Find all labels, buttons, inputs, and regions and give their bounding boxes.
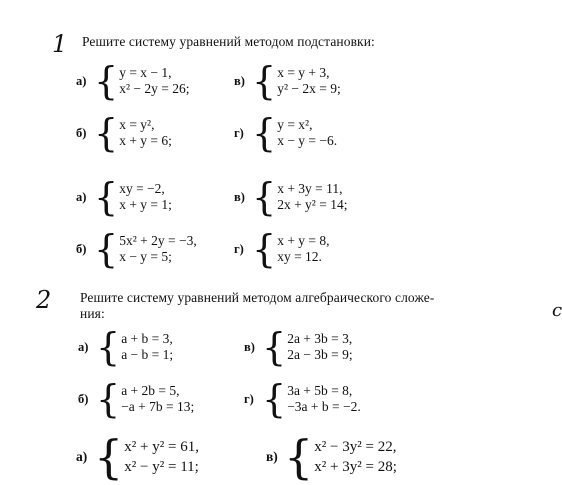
task1-problem-g2 bbox=[234, 227, 330, 271]
equation-2: y² − 2x = 9; bbox=[277, 81, 341, 96]
task1-problem-v2 bbox=[234, 175, 348, 219]
system-brace: { bbox=[252, 59, 277, 103]
equation-system bbox=[314, 437, 397, 477]
equation-system bbox=[124, 437, 199, 477]
task2-number: 2 bbox=[36, 286, 52, 314]
equation-1: xy = −2, bbox=[119, 181, 165, 196]
problem-label: в) bbox=[266, 449, 278, 464]
problem-label: г) bbox=[234, 125, 244, 140]
system-brace: { bbox=[96, 325, 121, 369]
equation-1: 2a + 3b = 3, bbox=[287, 331, 353, 346]
equation-system bbox=[287, 331, 352, 363]
task1-problem-a1 bbox=[76, 59, 190, 103]
task2-problem-g1 bbox=[244, 377, 361, 421]
task1-problem-b2 bbox=[76, 227, 197, 271]
equation-1: y = x − 1, bbox=[119, 65, 172, 80]
equation-1: 5x² + 2y = −3, bbox=[119, 233, 197, 248]
task2-problem-b1 bbox=[78, 377, 195, 421]
task1-heading: Решите систему уравнений методом подстановки: bbox=[82, 34, 375, 49]
equation-system bbox=[277, 65, 341, 97]
problem-label: в) bbox=[234, 73, 245, 88]
task1-problem-g1 bbox=[234, 111, 338, 155]
equation-2: x − y = 5; bbox=[119, 249, 172, 264]
system-brace: { bbox=[262, 377, 287, 421]
equation-system bbox=[287, 383, 361, 415]
problem-label: б) bbox=[76, 125, 87, 140]
equation-1: a + b = 3, bbox=[121, 331, 173, 346]
system-brace: { bbox=[252, 227, 277, 271]
problem-label: а) bbox=[78, 339, 89, 354]
system-brace: { bbox=[94, 430, 124, 484]
equation-system bbox=[121, 383, 194, 415]
equation-system bbox=[119, 117, 172, 149]
equation-1: 3a + 5b = 8, bbox=[287, 383, 353, 398]
system-brace: { bbox=[284, 430, 314, 484]
equation-2: −a + 7b = 13; bbox=[121, 399, 195, 414]
task2-heading-line1: Решите систему уравнений методом алгебраического сложе- bbox=[80, 290, 435, 305]
equation-system bbox=[277, 233, 329, 265]
equation-1: x² − 3y² = 22, bbox=[314, 439, 397, 455]
problem-label: в) bbox=[234, 189, 245, 204]
task2-problem-a1 bbox=[78, 325, 174, 369]
problem-label: г) bbox=[234, 241, 244, 256]
equation-1: y = x², bbox=[277, 117, 313, 132]
task2-problem-a2 bbox=[76, 430, 199, 484]
equation-1: x = y², bbox=[119, 117, 155, 132]
system-brace: { bbox=[252, 111, 277, 155]
equation-system bbox=[119, 181, 172, 213]
task1-number: 1 bbox=[52, 30, 68, 58]
equation-system bbox=[119, 233, 197, 265]
problem-label: а) bbox=[76, 449, 88, 464]
equation-system bbox=[277, 181, 347, 213]
equation-system bbox=[119, 65, 189, 97]
system-brace: { bbox=[262, 325, 287, 369]
equation-2: 2x + y² = 14; bbox=[277, 197, 348, 212]
problem-label: а) bbox=[76, 73, 87, 88]
equation-2: x² − 2y = 26; bbox=[119, 81, 190, 96]
task2-problem-v2 bbox=[266, 430, 397, 484]
task1-problem-b1 bbox=[76, 111, 172, 155]
problem-label: в) bbox=[244, 339, 255, 354]
equation-2: x − y = −6. bbox=[277, 133, 338, 148]
system-brace: { bbox=[94, 59, 119, 103]
equation-1: x + 3y = 11, bbox=[277, 181, 343, 196]
equation-system bbox=[121, 331, 173, 363]
equation-2: −3a + b = −2. bbox=[287, 399, 361, 414]
equation-2: 2a − 3b = 9; bbox=[287, 347, 353, 362]
task1-problem-a2 bbox=[76, 175, 172, 219]
equation-system bbox=[277, 117, 337, 149]
equation-2: x² − y² = 11; bbox=[124, 459, 199, 475]
equation-1: x = y + 3, bbox=[277, 65, 330, 80]
system-brace: { bbox=[94, 227, 119, 271]
equation-2: xy = 12. bbox=[277, 249, 322, 264]
task1-problem-v1 bbox=[234, 59, 341, 103]
task2-heading-line2: ния: bbox=[80, 306, 105, 321]
problem-label: г) bbox=[244, 391, 254, 406]
problem-label: б) bbox=[78, 391, 89, 406]
equation-2: x + y = 6; bbox=[119, 133, 172, 148]
system-brace: { bbox=[94, 175, 119, 219]
equation-1: x + y = 8, bbox=[277, 233, 330, 248]
equation-2: a − b = 1; bbox=[121, 347, 174, 362]
equation-1: a + 2b = 5, bbox=[121, 383, 180, 398]
equation-2: x + y = 1; bbox=[119, 197, 172, 212]
task2-problem-v1 bbox=[244, 325, 353, 369]
system-brace: { bbox=[96, 377, 121, 421]
equation-1: x² + y² = 61, bbox=[124, 439, 199, 455]
problem-label: б) bbox=[76, 241, 87, 256]
problem-label: а) bbox=[76, 189, 87, 204]
system-brace: { bbox=[252, 175, 277, 219]
equation-2: x² + 3y² = 28; bbox=[314, 459, 397, 475]
system-brace: { bbox=[94, 111, 119, 155]
edge-handwritten-mark: с bbox=[552, 300, 562, 321]
